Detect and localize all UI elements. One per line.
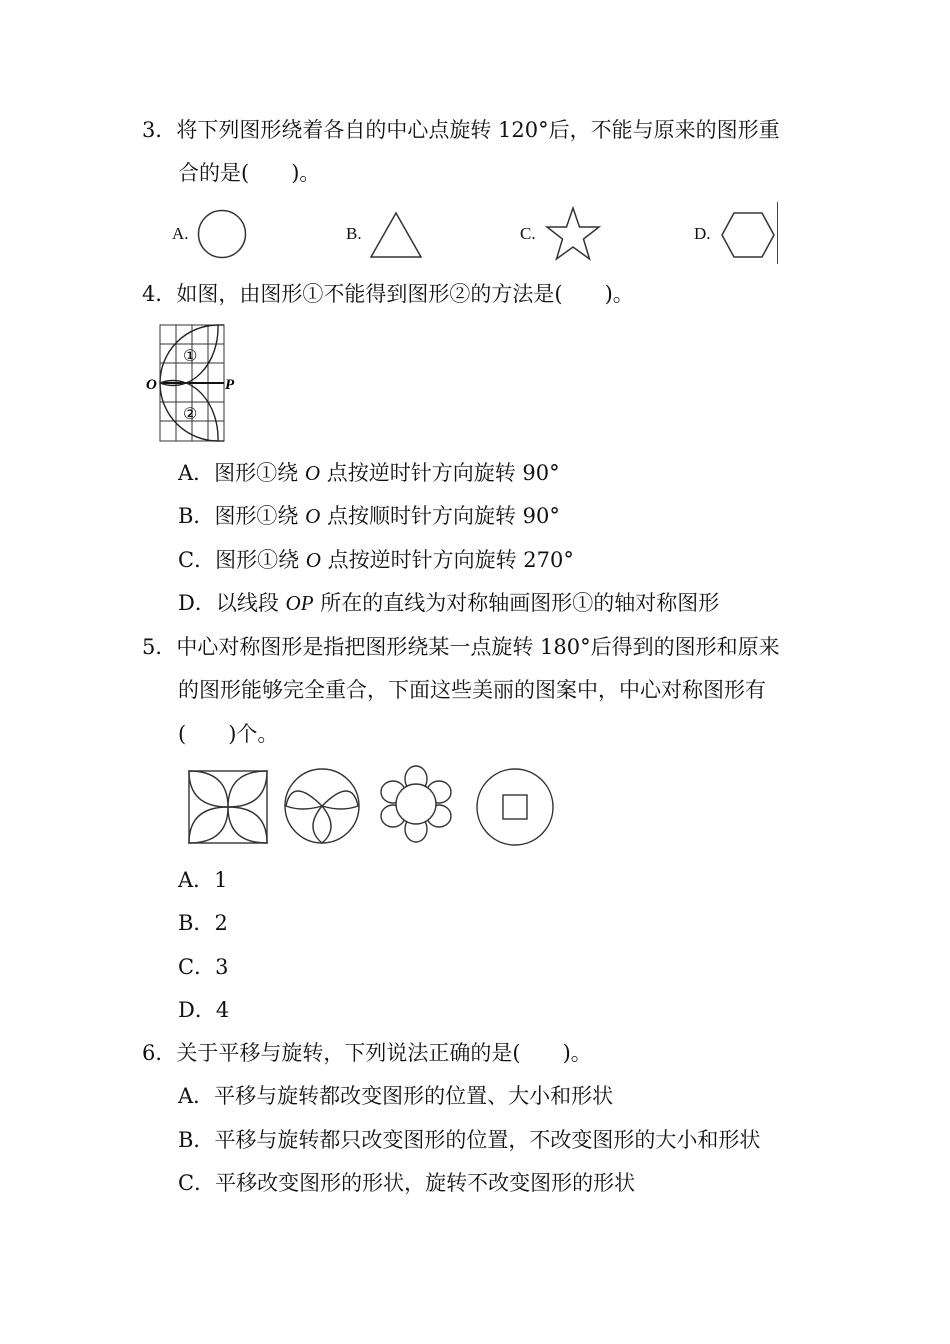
q5-stem-line3: ( )个。 (178, 722, 279, 746)
q5-option-c-value: 3 (215, 955, 229, 979)
q6-option-b-text: 平移与旋转都只改变图形的位置，不改变图形的大小和形状 (214, 1128, 761, 1152)
q3-stem-line1: 将下列图形绕着各自的中心点旋转 120°后，不能与原来的图形重 (176, 118, 780, 142)
q5-option-c[interactable] (178, 952, 228, 982)
q6-option-c-label: C． (178, 1171, 216, 1195)
q5-option-a-value: 1 (214, 868, 228, 892)
q6-option-a-text: 平移与旋转都改变图形的位置、大小和形状 (214, 1084, 614, 1108)
q6-option-c-text: 平移改变图形的形状，旋转不改变图形的形状 (215, 1171, 636, 1195)
q3-option-c-star[interactable] (544, 206, 602, 262)
q4-stem: 如图，由图形①不能得到图形②的方法是( )。 (176, 282, 634, 306)
q3-number: 3． (142, 118, 177, 142)
q4-option-a[interactable] (178, 458, 560, 488)
q5-pattern-circle-three-petals (282, 766, 362, 846)
q5-option-b-value: 2 (214, 911, 228, 935)
q3-option-a-circle[interactable] (196, 208, 248, 260)
q5-stem-line1: 中心对称图形是指把图形绕某一点旋转 180°后得到的图形和原来 (176, 635, 780, 659)
q6-stem: 关于平移与旋转，下列说法正确的是( )。 (176, 1041, 592, 1065)
q6-number: 6． (142, 1041, 177, 1065)
q4-option-d-post: 所在的直线为对称轴画图形①的轴对称图形 (313, 591, 720, 615)
q4-mark-2: ② (183, 406, 198, 423)
q6-option-b[interactable] (178, 1125, 760, 1155)
q4-line (142, 279, 634, 309)
q4-option-c[interactable] (178, 545, 574, 575)
q6-line (142, 1038, 592, 1068)
q4-option-d[interactable] (178, 588, 719, 618)
q4-mark-1: ① (183, 348, 198, 365)
q3-option-c-label[interactable]: C. (520, 224, 536, 243)
q3-option-b-triangle[interactable] (368, 210, 424, 260)
q4-option-b[interactable] (178, 501, 560, 531)
q4-label-o: O (146, 377, 157, 393)
q6-option-c[interactable] (178, 1168, 635, 1198)
q6-option-b-label: B． (178, 1128, 215, 1152)
q4-option-b-var: O (305, 504, 321, 528)
q4-option-d-var: OP (285, 591, 314, 615)
q5-option-d-label: D． (178, 998, 216, 1022)
q5-option-d[interactable] (178, 995, 229, 1025)
q3-option-a-label[interactable]: A. (172, 224, 189, 243)
q3-line1 (142, 115, 780, 145)
q5-pattern-square-petals (186, 768, 270, 846)
q5-option-b-label: B． (178, 911, 215, 935)
q4-option-d-pre: 以线段 (215, 591, 286, 615)
q4-option-c-var: O (305, 548, 321, 572)
margin-rule (777, 202, 778, 264)
q3-option-d-label[interactable]: D. (694, 224, 711, 243)
q4-number: 4． (142, 282, 177, 306)
q3-option-d-hexagon[interactable] (718, 208, 778, 262)
q4-option-a-post: 点按逆时针方向旋转 90° (320, 461, 560, 485)
q4-option-b-pre: 图形①绕 (214, 504, 306, 528)
q3-option-b-label[interactable]: B. (346, 224, 362, 243)
q4-option-b-label: B． (178, 504, 215, 528)
q4-grid-figure (140, 318, 240, 448)
q6-option-a-label: A． (178, 1084, 215, 1108)
q6-option-a[interactable] (178, 1081, 613, 1111)
q4-option-d-label: D． (178, 591, 216, 615)
q5-option-b[interactable] (178, 908, 228, 938)
q4-option-c-label: C． (178, 548, 216, 572)
q5-stem-line2: 的图形能够完全重合，下面这些美丽的图案中，中心对称图形有 (178, 678, 766, 702)
q5-line1 (142, 632, 780, 662)
q5-option-c-label: C． (178, 955, 216, 979)
q4-label-p: P (225, 377, 235, 393)
q5-pattern-coin (474, 766, 556, 848)
q5-number: 5． (142, 635, 177, 659)
q5-option-d-value: 4 (215, 998, 230, 1022)
q5-option-a[interactable] (178, 865, 228, 895)
q4-option-a-pre: 图形①绕 (214, 461, 305, 485)
q4-option-c-post: 点按逆时针方向旋转 270° (320, 548, 574, 572)
q4-option-b-post: 点按顺时针方向旋转 90° (320, 504, 560, 528)
q4-option-c-pre: 图形①绕 (215, 548, 306, 572)
q5-option-a-label: A． (178, 868, 215, 892)
q5-pattern-flower (378, 764, 454, 844)
q4-option-a-label: A． (178, 461, 215, 485)
q4-option-a-var: O (304, 461, 321, 485)
q3-stem-line2: 合的是( )。 (178, 161, 321, 185)
